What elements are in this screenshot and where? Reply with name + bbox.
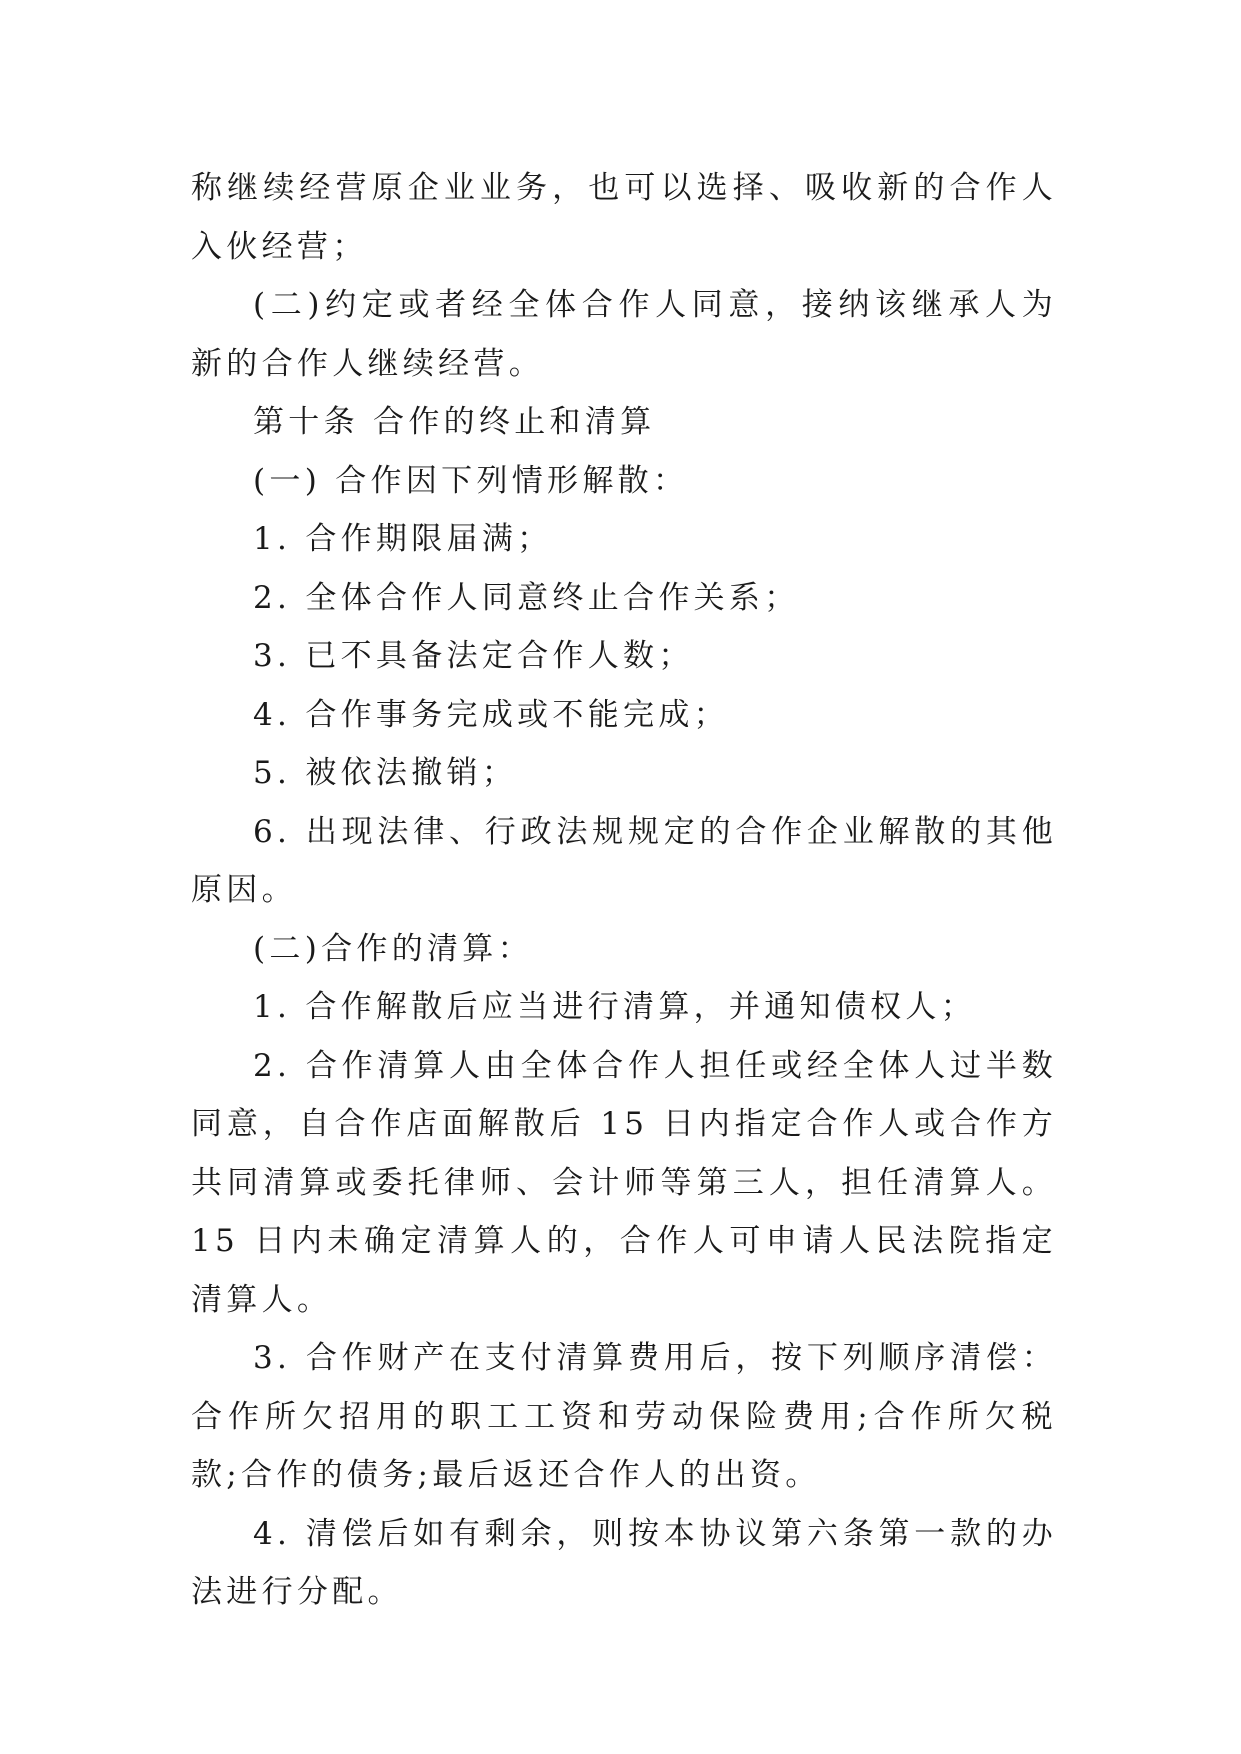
list-item: 4. 合作事务完成或不能完成； [253, 696, 729, 733]
paragraph-clause-2: (二)约定或者经全体合作人同意，接纳该继承人为新的合作人继续经营。 [191, 287, 1057, 382]
paragraph-continuation: 称继续经营原企业业务，也可以选择、吸收新的合作人入伙经营； [191, 170, 1057, 265]
list-item: 5. 被依法撤销； [253, 755, 518, 791]
list-item: 3. 合作财产在支付清算费用后，按下列顺序清偿：合作所欠招用的职工工资和劳动保险费用;合作所欠税款;合作的债务;最后返还合作人的出资。 [191, 1340, 1057, 1493]
list-item: 3. 已不具备法定合作人数； [253, 638, 694, 674]
document-body [191, 159, 1057, 1622]
list-item: 1. 合作解散后应当进行清算，并通知债权人； [253, 989, 977, 1025]
section-dissolution-heading: (一) 合作因下列情形解散： [253, 462, 689, 499]
list-item: 1. 合作期限届满； [253, 521, 553, 557]
list-item: 2. 全体合作人同意终止合作关系； [253, 579, 800, 616]
list-item: 6. 出现法律、行政法规规定的合作企业解散的其他原因。 [191, 813, 1057, 908]
list-item: 4. 清偿后如有剩余，则按本协议第六条第一款的办法进行分配。 [191, 1515, 1057, 1610]
article-heading: 第十条 合作的终止和清算 [253, 404, 656, 440]
section-liquidation-heading: (二)合作的清算： [253, 930, 533, 967]
list-item: 2. 合作清算人由全体合作人担任或经全体人过半数同意，自合作店面解散后 15 日内指定合作人或合作方共同清算或委托律师、会计师等第三人，担任清算人。15 日内未确定清算人的，合作人可申请人民法院指定清算人。 [191, 1047, 1057, 1318]
